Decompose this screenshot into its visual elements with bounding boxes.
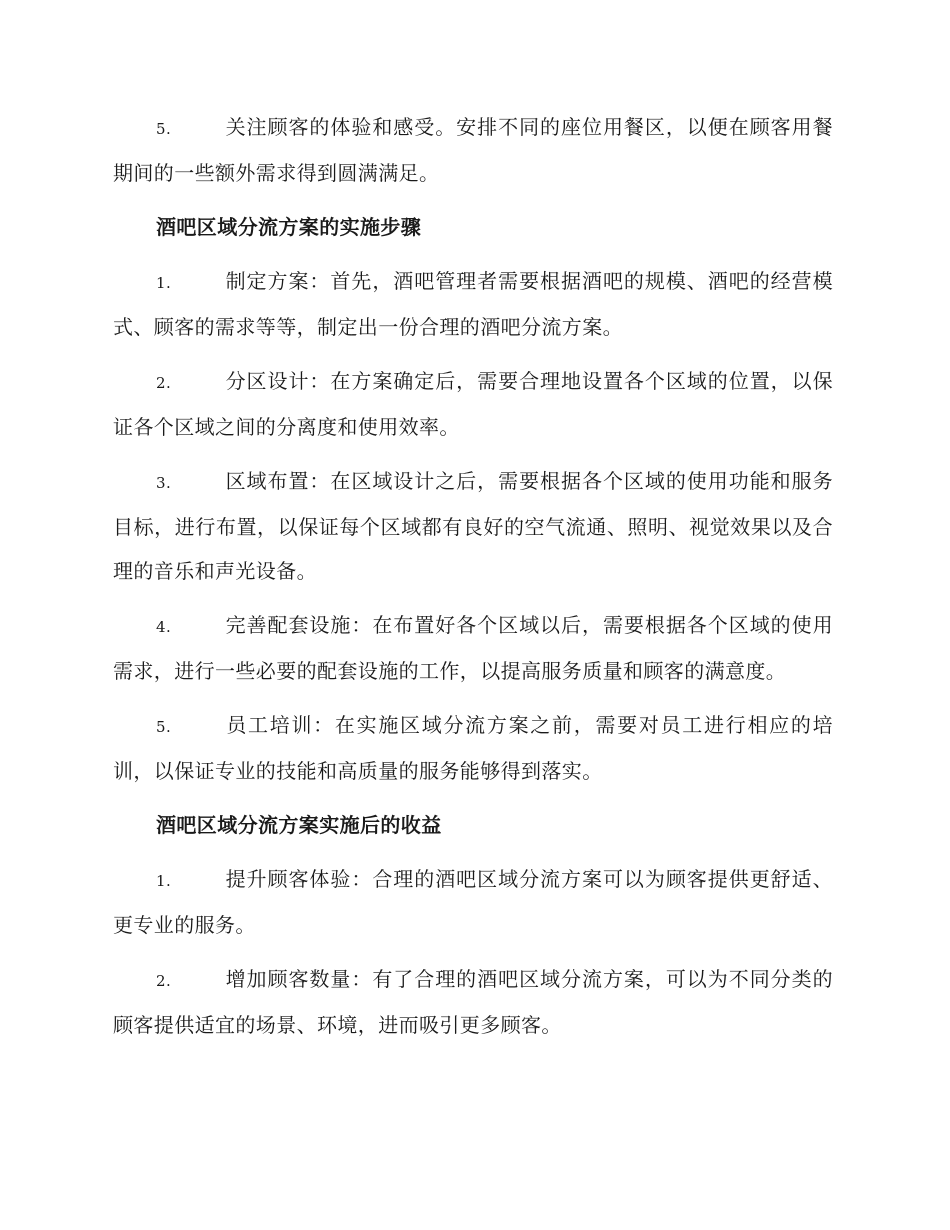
list-item [113, 359, 833, 449]
list-item [113, 603, 833, 693]
list-item [113, 703, 833, 793]
list-number: 2. [156, 972, 172, 990]
list-item-text: 员工培训：在实施区域分流方案之前，需要对员工进行相应的培训，以保证专业的技能和高质量的服务能够得到落实。 [113, 713, 833, 783]
section-heading: 酒吧区域分流方案实施后的收益 [156, 813, 442, 837]
list-number: 4. [156, 618, 172, 636]
list-number: 5. [156, 120, 172, 138]
section-heading: 酒吧区域分流方案的实施步骤 [156, 215, 422, 239]
list-item-text: 制定方案：首先，酒吧管理者需要根据酒吧的规模、酒吧的经营模式、顾客的需求等等，制定出一份合理的酒吧分流方案。 [113, 269, 833, 339]
list-item-text: 分区设计：在方案确定后，需要合理地设置各个区域的位置，以保证各个区域之间的分离度和使用效率。 [113, 369, 833, 439]
list-item-text: 增加顾客数量：有了合理的酒吧区域分流方案，可以为不同分类的顾客提供适宜的场景、环境，进而吸引更多顾客。 [113, 967, 833, 1037]
list-number: 3. [156, 474, 172, 492]
list-item-text: 完善配套设施：在布置好各个区域以后，需要根据各个区域的使用需求，进行一些必要的配套设施的工作，以提高服务质量和顾客的满意度。 [113, 613, 833, 683]
list-item [113, 259, 833, 349]
list-item-text: 区域布置：在区域设计之后，需要根据各个区域的使用功能和服务目标，进行布置，以保证每个区域都有良好的空气流通、照明、视觉效果以及合理的音乐和声光设备。 [113, 469, 833, 583]
list-number: 1. [156, 274, 172, 292]
list-number: 1. [156, 872, 172, 890]
list-item [113, 957, 833, 1047]
document-body [113, 105, 833, 1057]
list-item [113, 857, 833, 947]
list-item [113, 459, 833, 593]
list-number: 5. [156, 718, 172, 736]
list-item-text: 提升顾客体验：合理的酒吧区域分流方案可以为顾客提供更舒适、更专业的服务。 [113, 867, 833, 937]
list-item [113, 105, 833, 195]
list-number: 2. [156, 374, 172, 392]
list-item-text: 关注顾客的体验和感受。安排不同的座位用餐区，以便在顾客用餐期间的一些额外需求得到圆满满足。 [113, 115, 833, 185]
